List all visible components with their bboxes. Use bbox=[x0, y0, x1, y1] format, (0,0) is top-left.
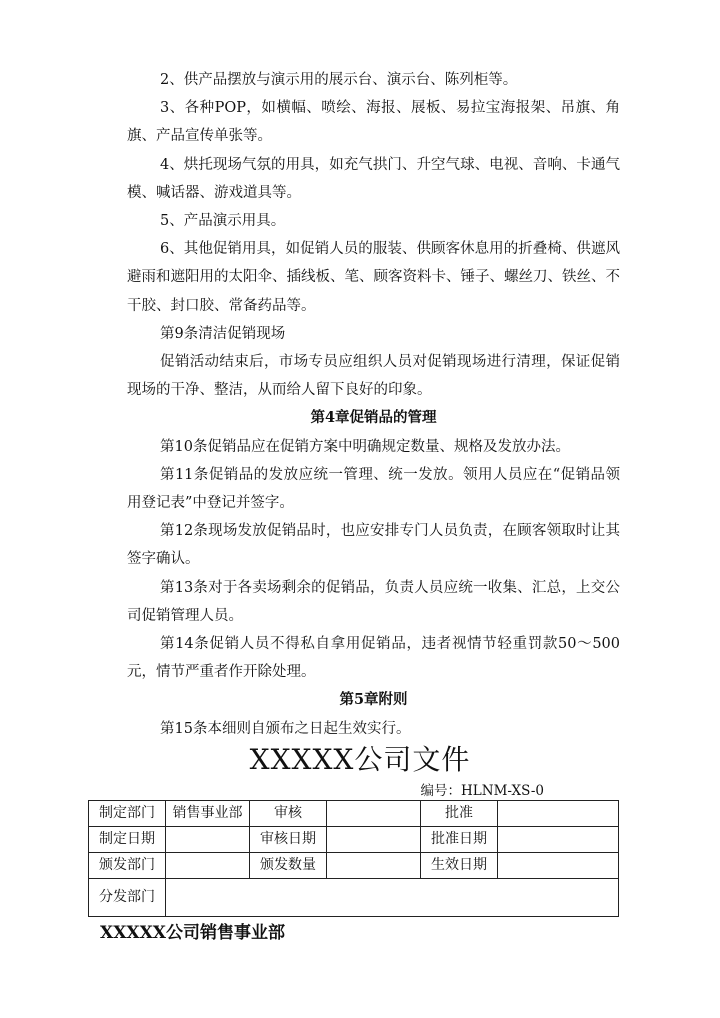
issuing-organization: XXXXX公司销售事业部 bbox=[100, 923, 285, 943]
document-body bbox=[127, 66, 620, 743]
paragraph: 第14条促销人员不得私自拿用促销品，违者视情节轻重罚款50～500元，情节严重者作开除处理。 bbox=[127, 636, 620, 681]
document-info-table bbox=[88, 800, 619, 917]
table-cell: 审核日期 bbox=[250, 827, 327, 853]
table-row bbox=[89, 801, 619, 827]
paragraph: 第11条促销品的发放应统一管理、统一发放。领用人员应在“促销品领用登记表”中登记并签字。 bbox=[127, 466, 620, 512]
table-cell bbox=[327, 827, 421, 853]
paragraph: 6、其他促销用具，如促销人员的服装、供顾客休息用的折叠椅、供遮风避雨和遮阳用的太阳伞、插线板、笔、顾客资料卡、锤子、螺丝刀、铁丝、不干胶、封口胶、常备药品等。 bbox=[127, 241, 620, 314]
paragraph: 第15条本细则自颁布之日起生效实行。 bbox=[160, 720, 411, 737]
paragraph: 第10条促销品应在促销方案中明确规定数量、规格及发放办法。 bbox=[160, 438, 570, 455]
paragraph: 4、烘托现场气氛的用具，如充气拱门、升空气球、电视、音响、卡通气模、喊话器、游戏道具等。 bbox=[127, 156, 620, 201]
table-cell: 销售事业部 bbox=[166, 801, 250, 827]
table-row bbox=[89, 879, 619, 917]
table-cell bbox=[327, 853, 421, 879]
table-cell bbox=[166, 879, 619, 917]
table-cell bbox=[327, 801, 421, 827]
table-cell: 批准日期 bbox=[421, 827, 498, 853]
table-cell: 批准 bbox=[421, 801, 498, 827]
article-heading: 第9条清洁促销现场 bbox=[160, 325, 286, 342]
table-row bbox=[89, 853, 619, 879]
table-cell bbox=[166, 827, 250, 853]
paragraph: 5、产品演示用具。 bbox=[160, 213, 286, 230]
document-title: XXXXX公司文件 bbox=[249, 743, 471, 776]
table-cell bbox=[498, 827, 619, 853]
paragraph: 第12条现场发放促销品时，也应安排专门人员负责，在顾客领取时让其签字确认。 bbox=[127, 523, 620, 568]
table-cell: 审核 bbox=[250, 801, 327, 827]
paragraph: 第13条对于各卖场剩余的促销品，负责人员应统一收集、汇总，上交公司促销管理人员。 bbox=[127, 579, 620, 624]
table-cell: 颁发部门 bbox=[89, 853, 166, 879]
table-cell bbox=[498, 853, 619, 879]
table-cell: 制定部门 bbox=[89, 801, 166, 827]
table-cell: 颁发数量 bbox=[250, 853, 327, 879]
chapter-heading: 第4章促销品的管理 bbox=[310, 409, 437, 427]
paragraph: 2、供产品摆放与演示用的展示台、演示台、陈列柜等。 bbox=[160, 72, 518, 88]
table-cell bbox=[498, 801, 619, 827]
document-number: 编号：HLNM-XS-0 bbox=[420, 783, 544, 799]
paragraph: 3、各种POP，如横幅、喷绘、海报、展板、易拉宝海报架、吊旗、角旗、产品宣传单张等。 bbox=[127, 100, 620, 145]
table-cell: 生效日期 bbox=[421, 853, 498, 879]
paragraph: 促销活动结束后，市场专员应组织人员对促销现场进行清理，保证促销现场的干净、整洁，从而给人留下良好的印象。 bbox=[127, 354, 620, 399]
chapter-heading: 第5章附则 bbox=[339, 691, 408, 709]
table-cell: 制定日期 bbox=[89, 827, 166, 853]
table-row bbox=[89, 827, 619, 853]
table-cell bbox=[166, 853, 250, 879]
table-cell: 分发部门 bbox=[89, 879, 166, 917]
